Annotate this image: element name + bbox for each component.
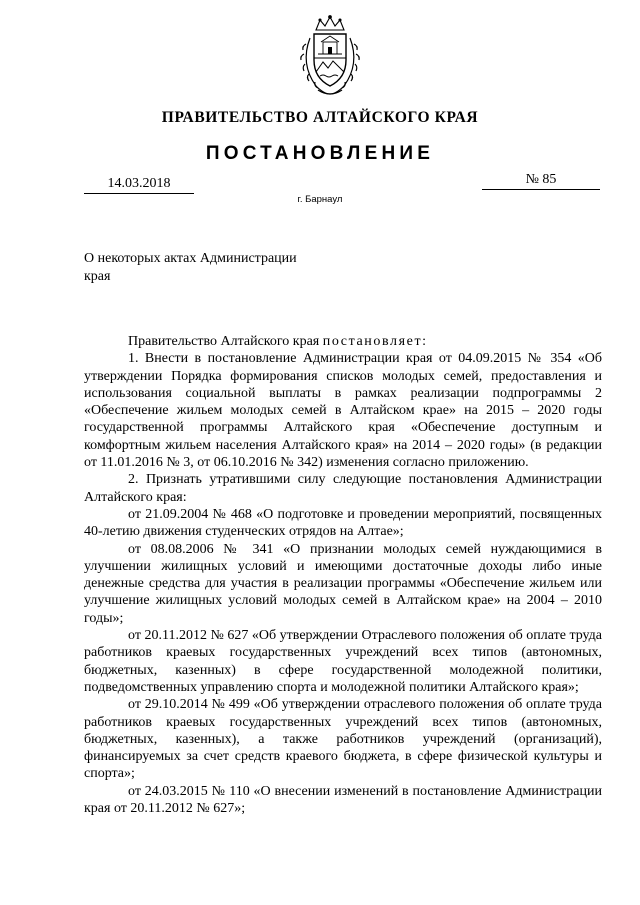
coat-of-arms-icon [296,14,364,98]
paragraph-7: от 24.03.2015 № 110 «О внесении изменений в постановление Администрации края от 20.11.2012 № 627»; [84,783,602,817]
document-city: г. Барнаул [297,194,343,205]
paragraph-4: от 08.08.2006 № 341 «О признании молодых семей нуждающимися в улучшении жилищных условий и имеющими достаточные доходы либо иные денежные средства для участия в реализации программы «Обеспечение жильем или улучшение жилищных условий молодых семей в Алтайском крае» на 2004 – 2010 годы»; [84,541,602,626]
paragraph-6: от 29.10.2014 № 499 «Об утверждении отраслевого положения об оплате труда работников краевых государственных учреждений всех типов (автономных, бюджетных, казенных), а также работников учреждений (организаций), финансируемых за счет средств краевого бюджета, в сфере физической культуры и спорта»; [84,697,602,782]
paragraph-5: от 20.11.2012 № 627 «Об утверждении Отраслевого положения об оплате труда работников краевых государственных учреждений всех типов (автономных, бюджетных, казенных) в сфере государственной молодежной политики, подведомственных управлению спорта и молодежной политики Алтайского края»; [84,628,602,695]
paragraph-3: от 21.09.2004 № 468 «О подготовке и проведении мероприятий, посвященных 40-летию движения студенческих отрядов на Алтае»; [84,506,602,540]
paragraph-1: 1. Внести в постановление Администрации края от 04.09.2015 № 354 «Об утверждении Порядка формирования списков молодых семей, предоставления и использования социальной выплаты в рамках реализации подпрограммы 2 «Обеспечение жильем молодых семей в Алтайском крае» на 2015 – 2020 годы государственной программы Алтайского края «Обеспечение доступным и комфортным жильем населения Алтайского края» на 2014 – 2020 годы» (в редакции от 11.01.2016 № 3, от 06.10.2016 № 342) изменения согласно приложению. [84,351,602,471]
document-body [84,333,602,817]
document-number: № 85 [482,172,600,190]
document-subject [84,250,334,286]
subject-line-2: края [84,269,111,284]
document-type: ПОСТАНОВЛЕНИЕ [205,143,435,164]
document-date: 14.03.2018 [84,176,194,194]
intro-paragraph [84,333,602,350]
paragraph-2: 2. Признать утратившими силу следующие постановления Администрации Алтайского края: [84,472,602,505]
organization-title: ПРАВИТЕЛЬСТВО АЛТАЙСКОГО КРАЯ [161,109,479,126]
intro-resolves: постановляет: [322,334,428,349]
intro-prefix: Правительство Алтайского края [128,334,323,349]
subject-line-1: О некоторых актах Администрации [84,251,297,266]
